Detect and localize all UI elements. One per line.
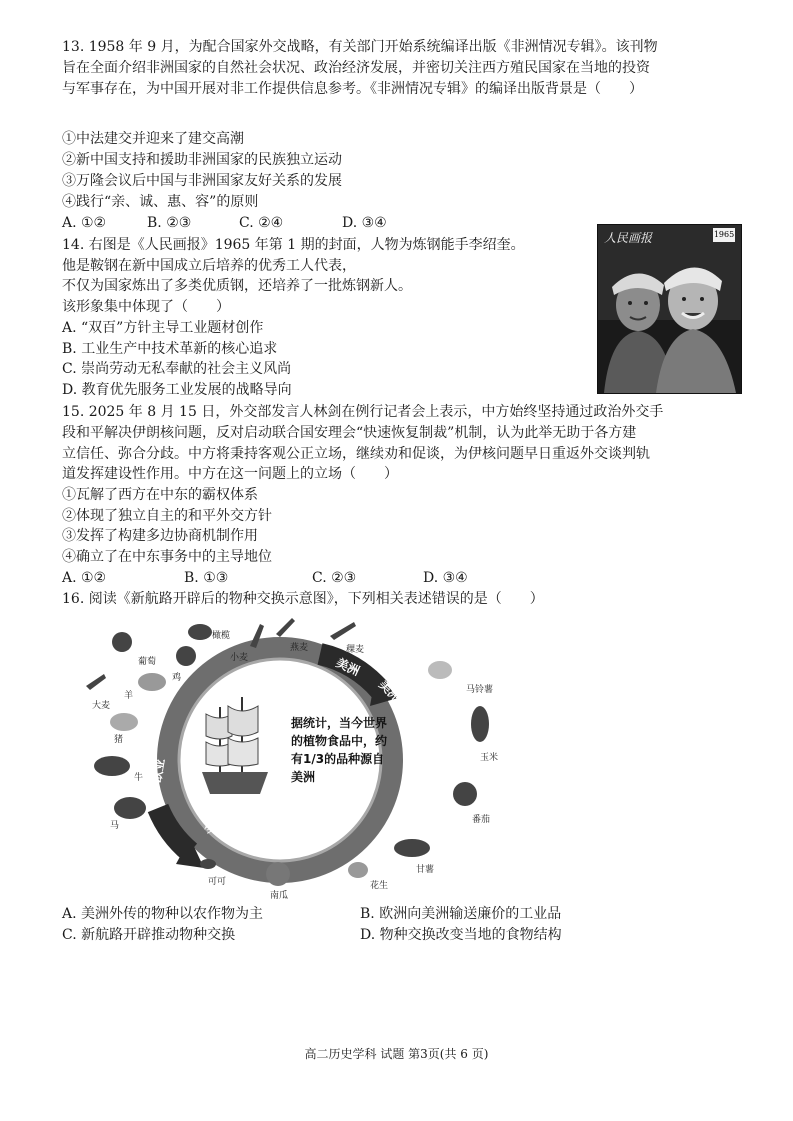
tomato-icon: [453, 782, 477, 806]
species-exchange-diagram: [80, 612, 500, 901]
sheep-icon: [138, 673, 166, 691]
q13-option-b[interactable]: B. ②③: [147, 215, 192, 231]
arrow-label-right: 美洲: [376, 677, 404, 705]
magazine-issue-year: 1965: [713, 228, 735, 242]
magazine-cover-photo: [597, 224, 742, 394]
q13-item-4: ④践行“亲、诚、惠、容”的原则: [62, 194, 259, 210]
q14-stem-line1: 14. 右图是《人民画报》1965 年第 1 期的封面，人物为炼钢能手李绍奎。: [62, 237, 525, 253]
q15-stem-line1: 15. 2025 年 8 月 15 日，外交部发言人林剑在例行记者会上表示，中方始终坚持通过政治外交手: [62, 404, 664, 420]
grape-icon: [112, 632, 132, 652]
q16-option-c[interactable]: C. 新航路开辟推动物种交换: [62, 927, 236, 943]
q15-stem-line3: 立信任、弥合分歧。中方将秉持客观公正立场，继续劝和促谈，为伊核问题早日重返外交谈判轨: [62, 446, 650, 462]
q15-stem-line4: 道发挥建设性作用。中方在这一问题上的立场（ ）: [62, 466, 398, 482]
q14-option-a[interactable]: A. “双百”方针主导工业题材创作: [62, 320, 264, 336]
q14-option-c[interactable]: C. 崇尚劳动无私奉献的社会主义风尚: [62, 361, 292, 377]
diagram-note: 据统计，当今世界的植物食品中，约有1/3的品种源自美洲: [291, 716, 388, 784]
label-peanut: 花生: [370, 881, 389, 891]
q15-options: [62, 568, 468, 588]
q13-option-a[interactable]: A. ①②: [62, 215, 107, 231]
label-sweetpotato: 甘薯: [416, 865, 435, 875]
pig-icon: [110, 713, 138, 731]
label-cocoa: 可可: [208, 877, 227, 887]
arrow-label-left: 欧亚: [149, 757, 168, 784]
label-chicken: 鸡: [172, 673, 182, 683]
cow-icon: [94, 756, 130, 776]
label-pumpkin: 南瓜: [270, 891, 289, 901]
q16-option-a[interactable]: A. 美洲外传的物种以农作物为主: [62, 906, 264, 922]
q13-stem-line1: 13. 1958 年 9 月，为配合国家外交战略，有关部门开始系统编译出版《非洲情况专辑》。该刊物: [62, 39, 658, 55]
q14-stem-line2: 他是鞍钢在新中国成立后培养的优秀工人代表，: [62, 258, 356, 274]
q15-item-1: ①瓦解了西方在中东的霸权体系: [62, 487, 258, 503]
q14-stem-line4: 该形象集中体现了（ ）: [62, 299, 230, 315]
label-potato: 马铃薯: [466, 685, 494, 695]
magazine-title: 人民画报: [604, 231, 653, 245]
page-footer: 高二历史学科 试题 第3页(共 6 页): [304, 1047, 489, 1061]
q13-option-d[interactable]: D. ③④: [342, 215, 387, 231]
horse-icon: [114, 797, 146, 819]
cocoa-icon: [200, 859, 216, 869]
label-barley: 大麦: [92, 701, 111, 711]
q15-option-c[interactable]: C. ②③: [312, 570, 357, 586]
peanut-icon: [348, 862, 368, 878]
sweetpotato-icon: [394, 839, 430, 857]
corn-icon: [471, 706, 489, 742]
label-pig: 猪: [114, 735, 124, 745]
sailing-ship-icon: [202, 697, 268, 794]
q15-option-a[interactable]: A. ①②: [62, 570, 107, 586]
q16-option-d[interactable]: D. 物种交换改变当地的食物结构: [360, 927, 562, 943]
q13-item-1: ①中法建交并迎来了建交高潮: [62, 131, 244, 147]
q15-item-4: ④确立了在中东事务中的主导地位: [62, 549, 272, 565]
oat-icon: [276, 618, 295, 637]
q15-option-d[interactable]: D. ③④: [423, 570, 468, 586]
q16-option-b[interactable]: B. 欧洲向美洲输送廉价的工业品: [360, 906, 562, 922]
q13-stem-line3: 与军事存在，为中国开展对非工作提供信息参考。《非洲情况专辑》的编译出版背景是（ ）: [62, 81, 643, 97]
q15-stem-line2: 段和平解决伊朗核问题，反对启动联合国安理会“快速恢复制裁”机制，认为此举无助于各方建: [62, 425, 637, 441]
q14-option-b[interactable]: B. 工业生产中技术革新的核心追求: [62, 341, 278, 357]
label-olive: 橄榄: [212, 631, 231, 641]
label-tomato: 番茄: [472, 815, 491, 825]
potato-icon: [428, 661, 452, 679]
q15-option-b[interactable]: B. ①③: [184, 570, 229, 586]
q13-item-2: ②新中国支持和援助非洲国家的民族独立运动: [62, 152, 342, 168]
chicken-icon: [176, 646, 196, 666]
barley-icon: [86, 674, 106, 690]
steelworkers-illustration: [598, 225, 741, 393]
pumpkin-icon: [266, 862, 290, 886]
label-rye: 稞麦: [346, 645, 365, 655]
q15-item-2: ②体现了独立自主的和平外交方针: [62, 508, 272, 524]
q14-option-d[interactable]: D. 教育优先服务工业发展的战略导向: [62, 382, 292, 398]
label-cow: 牛: [134, 773, 144, 783]
q13-options: [62, 213, 387, 233]
q15-item-3: ③发挥了构建多边协商机制作用: [62, 528, 258, 544]
label-horse: 马: [110, 821, 120, 831]
rye-icon: [330, 622, 356, 640]
label-sheep: 羊: [124, 691, 134, 701]
arrow-label-bottom: 全世界: [201, 805, 240, 836]
label-corn: 玉米: [480, 753, 499, 763]
olive-icon: [188, 624, 212, 640]
label-wheat: 小麦: [230, 653, 249, 663]
arrow-label-top: 美洲: [333, 655, 362, 679]
q13-option-c[interactable]: C. ②④: [239, 215, 284, 231]
q16-stem: 16. 阅读《新航路开辟后的物种交换示意图》，下列相关表述错误的是（ ）: [62, 591, 544, 607]
q13-item-3: ③万隆会议后中国与非洲国家友好关系的发展: [62, 173, 342, 189]
label-oat: 燕麦: [290, 643, 309, 653]
q13-stem-line2: 旨在全面介绍非洲国家的自然社会状况、政治经济发展，并密切关注西方殖民国家在当地的投资: [62, 60, 650, 76]
label-grape: 葡萄: [138, 657, 157, 667]
q14-stem-line3: 不仅为国家炼出了多类优质钢，还培养了一批炼钢新人。: [62, 278, 412, 294]
